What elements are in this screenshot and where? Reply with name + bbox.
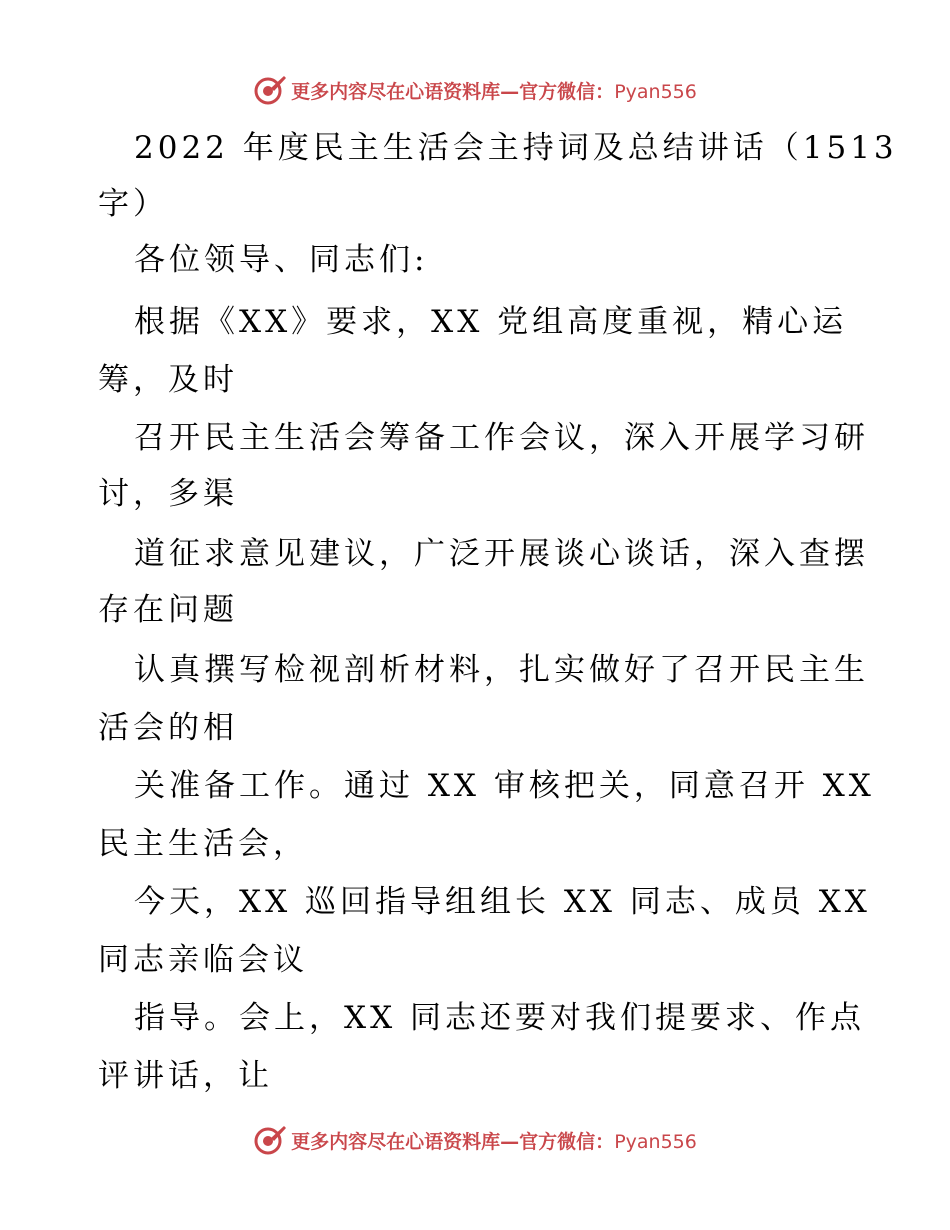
paragraph-line: 同志亲临会议 xyxy=(98,942,308,978)
paragraph-line: 认真撰写检视剖析材料，扎实做好了召开民主生 xyxy=(134,652,869,688)
watermark-main: 更多内容尽在心语资料库 xyxy=(291,80,501,103)
pen-circle-logo-icon xyxy=(253,1123,287,1157)
paragraph-line: 评讲话，让 xyxy=(98,1058,273,1094)
paragraph-line: 今天，XX 巡回指导组组长 XX 同志、成员 XX xyxy=(134,884,871,920)
paragraph-line: 关准备工作。通过 XX 审核把关，同意召开 XX xyxy=(134,768,875,804)
document-title-line-1: 2022 年度民主生活会主持词及总结讲话（1513 xyxy=(134,130,898,166)
paragraph-line: 指导。会上，XX 同志还要对我们提要求、作点 xyxy=(134,1000,865,1036)
watermark-wechat-id: Pyan556 xyxy=(614,1130,697,1153)
watermark-wechat-label: 官方微信： xyxy=(519,80,615,103)
paragraph-line: 活会的相 xyxy=(98,710,238,746)
watermark-separator: — xyxy=(500,80,520,103)
paragraph-line: 根据《XX》要求，XX 党组高度重视，精心运 xyxy=(134,304,848,340)
watermark-wechat-id: Pyan556 xyxy=(614,80,697,103)
header-watermark xyxy=(0,70,950,110)
document-title-line-2: 字） xyxy=(98,186,168,222)
watermark-text xyxy=(291,77,697,104)
watermark-main: 更多内容尽在心语资料库 xyxy=(291,1130,501,1153)
watermark-text xyxy=(291,1127,697,1154)
paragraph-line: 筹，及时 xyxy=(98,362,238,398)
pen-circle-logo-icon xyxy=(253,73,287,107)
paragraph-line: 召开民主生活会筹备工作会议，深入开展学习研 xyxy=(134,420,869,456)
watermark-wechat-label: 官方微信： xyxy=(519,1130,615,1153)
paragraph-line: 存在问题 xyxy=(98,592,238,628)
watermark-separator: — xyxy=(500,1130,520,1153)
footer-watermark xyxy=(0,1120,950,1160)
paragraph-line: 民主生活会， xyxy=(98,826,308,862)
paragraph-line: 讨，多渠 xyxy=(98,476,238,512)
paragraph-line: 道征求意见建议，广泛开展谈心谈话，深入查摆 xyxy=(134,536,869,572)
salutation: 各位领导、同志们: xyxy=(134,242,429,278)
